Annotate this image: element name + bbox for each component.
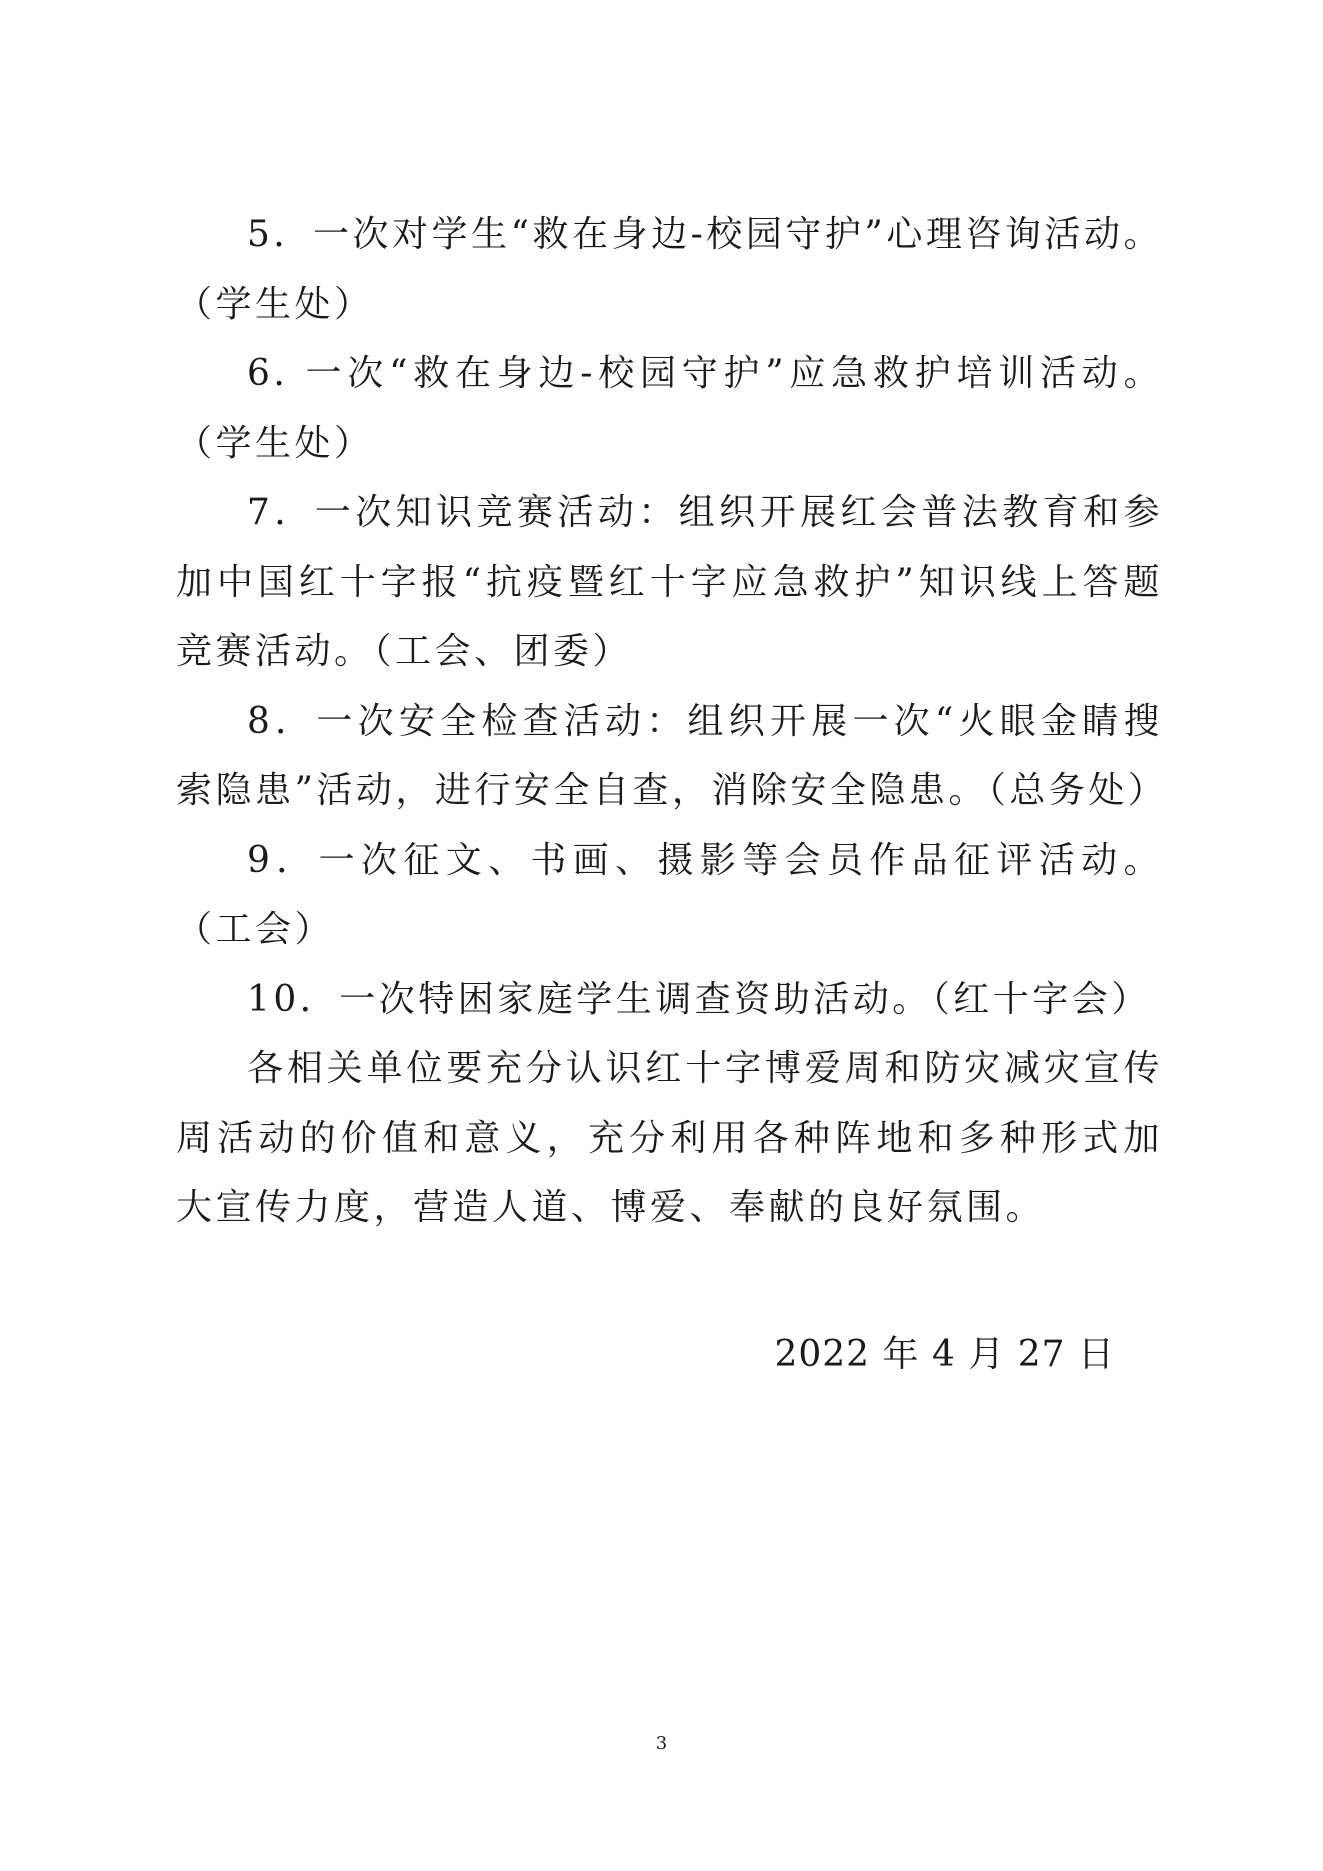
document-date: 2022 年 4 月 27 日 xyxy=(774,1334,1115,1375)
closing-paragraph: 各相关单位要充分认识红十字博爱周和防灾减灾宣传周活动的价值和意义，充分利用各种阵地和多种形式加大宣传力度，营造人道、博爱、奉献的良好氛围。 xyxy=(176,1048,1163,1228)
list-item-5: 5．一次对学生“救在身边-校园守护”心理咨询活动。（学生处） xyxy=(176,214,1163,325)
list-item-10: 10．一次特困家庭学生调查资助活动。（红十字会） xyxy=(247,978,1151,1020)
page-number: 3 xyxy=(655,1733,668,1754)
list-item-7: 7．一次知识竞赛活动：组织开展红会普法教育和参加中国红十字报“抗疫暨红十字应急救护”知识线上答题竞赛活动。（工会、团委） xyxy=(176,492,1163,672)
list-item-6: 6. 一次“救在身边-校园守护”应急救护培训活动。（学生处） xyxy=(176,353,1163,464)
list-item-8: 8．一次安全检查活动：组织开展一次“火眼金睛搜索隐患”活动，进行安全自查，消除安全隐患。（总务处） xyxy=(176,700,1168,811)
list-item-9: 9．一次征文、书画、摄影等会员作品征评活动。（工会） xyxy=(176,839,1163,950)
document-body xyxy=(176,200,1168,1243)
